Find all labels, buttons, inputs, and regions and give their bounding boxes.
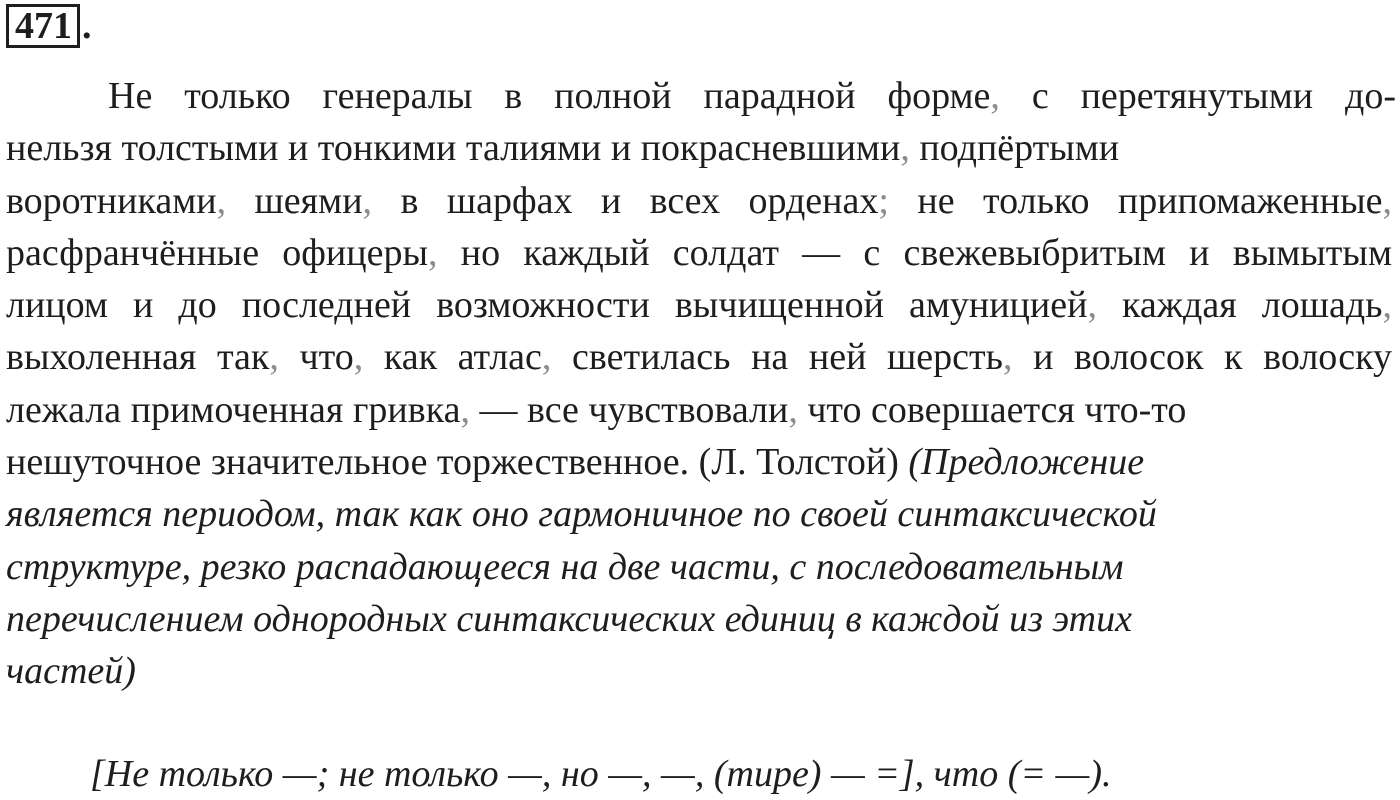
text-line-4: расфранчённые офицеры, но каждый солдат — с свежевыбритым и вымытым: [6, 231, 1392, 274]
text-line-8: нешуточное значительное торжественное. (Л. Толстой) (Предложение: [6, 441, 1145, 484]
punctuation-mark: ,: [900, 127, 910, 170]
text-line-5: лицом и до последней возможности вычищенной амуницией, каждая лошадь,: [6, 284, 1392, 327]
task-number-dot: .: [82, 5, 92, 47]
punctuation-mark: ,: [1382, 179, 1392, 222]
commentary-line-12: частей): [6, 650, 136, 693]
text-line-6: выхоленная так, что, как атлас, светилась на ней шерсть, и волосок к волоску: [6, 336, 1393, 379]
punctuation-mark: ,: [788, 388, 798, 431]
text-line-3: воротниками, шеями, в шарфах и всех орденах; не только припомаженные,: [6, 179, 1392, 222]
punctuation-mark: ,: [353, 336, 364, 379]
commentary-line-10: структуре, резко распадающееся на две части, с последовательным: [6, 545, 1124, 588]
punctuation-mark: ,: [362, 179, 373, 222]
punctuation-mark: ,: [428, 231, 438, 274]
text-line-2: нельзя толстыми и тонкими талиями и покрасневшими, подпёртыми: [6, 127, 1120, 170]
text-line-1: Не только генералы в полной парадной форме, с перетянутыми до-: [108, 75, 1396, 117]
punctuation-mark: ;: [878, 179, 889, 222]
task-number-box: 471: [6, 4, 80, 48]
punctuation-mark: ,: [1002, 336, 1013, 379]
exercise-text: [0, 70, 1400, 698]
punctuation-mark: ,: [990, 75, 1000, 117]
sentence-scheme: [Не только —; не только —, но —, —, (тире) — =], что (= —).: [90, 753, 1112, 795]
punctuation-mark: ,: [460, 388, 470, 431]
punctuation-mark: ,: [541, 336, 552, 379]
commentary-line-11: перечислением однородных синтаксических единиц в каждой из этих: [6, 597, 1132, 640]
task-number: [6, 4, 92, 48]
punctuation-mark: ,: [1382, 284, 1392, 327]
commentary-line-9: является периодом, так как оно гармоничное по своей синтаксической: [6, 493, 1157, 536]
punctuation-mark: ,: [1087, 284, 1097, 327]
text-line-7: лежала примоченная гривка, — все чувствовали, что совершается что-то: [6, 388, 1187, 431]
punctuation-mark: ,: [216, 179, 227, 222]
commentary-text: (Предложение: [908, 441, 1145, 484]
punctuation-mark: ,: [269, 336, 279, 379]
